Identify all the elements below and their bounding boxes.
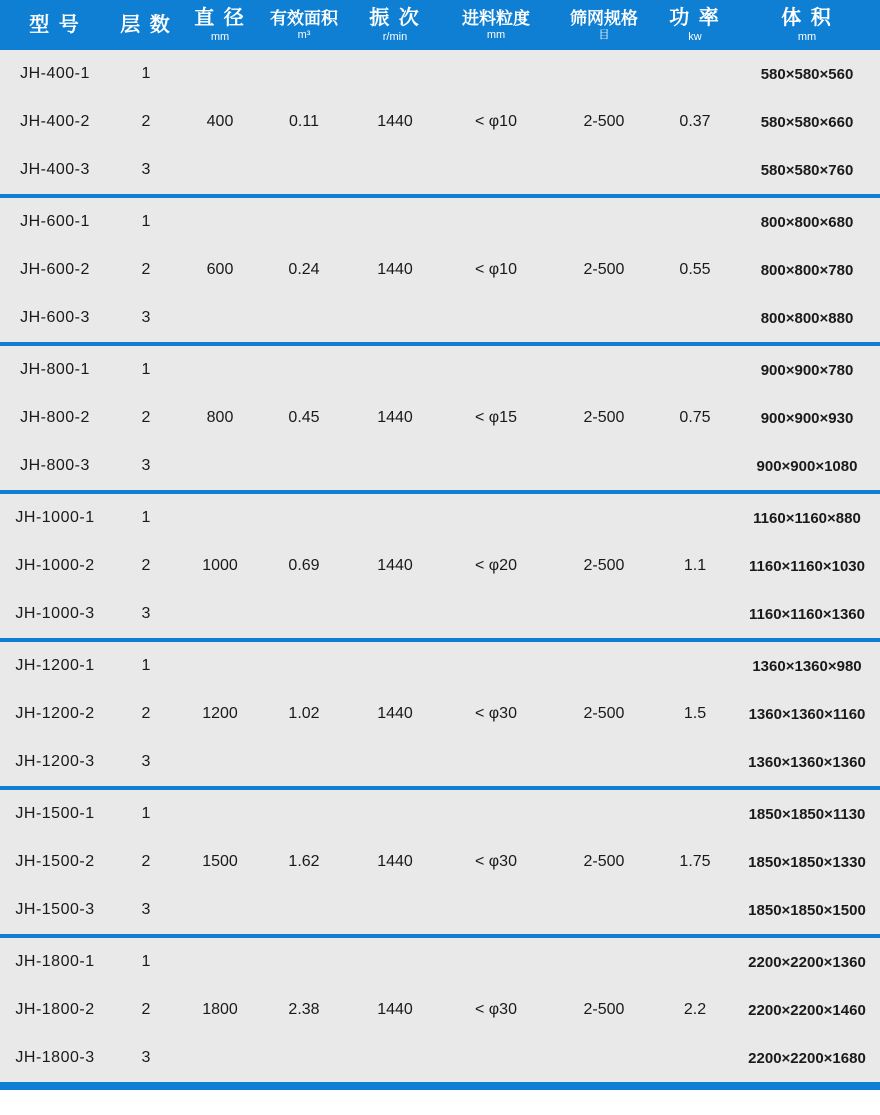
cell-model: JH-600-1	[0, 196, 110, 246]
table-body	[0, 50, 880, 1084]
cell-layers: 2	[110, 98, 182, 146]
cell-diameter: 1000	[182, 492, 258, 640]
column-header-title: 进料粒度	[462, 8, 530, 28]
cell-diameter: 800	[182, 344, 258, 492]
cell-diameter: 1500	[182, 788, 258, 936]
cell-model: JH-1500-3	[0, 886, 110, 936]
table-row	[0, 344, 880, 394]
column-header-title: 直 径	[194, 6, 246, 29]
cell-volume: 900×900×780	[734, 344, 880, 394]
column-header-title: 体 积	[781, 6, 833, 29]
column-header-title: 筛网规格	[570, 8, 638, 28]
table-header	[0, 0, 880, 50]
cell-volume: 2200×2200×1680	[734, 1034, 880, 1084]
cell-feed-size: < φ20	[440, 492, 552, 640]
cell-layers: 3	[110, 886, 182, 936]
column-header-unit: mm	[797, 30, 817, 43]
cell-frequency: 1440	[350, 936, 440, 1084]
column-header-title: 型 号	[29, 13, 81, 36]
cell-frequency: 1440	[350, 492, 440, 640]
table-row	[0, 196, 880, 246]
cell-model: JH-400-3	[0, 146, 110, 196]
cell-diameter: 1200	[182, 640, 258, 788]
cell-layers: 3	[110, 146, 182, 196]
column-header-4	[258, 0, 350, 50]
cell-model: JH-600-3	[0, 294, 110, 344]
cell-power: 1.75	[656, 788, 734, 936]
table-row	[0, 492, 880, 542]
cell-volume: 900×900×930	[734, 394, 880, 442]
header-row	[0, 0, 880, 50]
column-header-unit: m³	[297, 29, 311, 42]
cell-model: JH-400-1	[0, 50, 110, 98]
cell-model: JH-1500-1	[0, 788, 110, 838]
column-header-unit: kw	[688, 30, 702, 43]
cell-model: JH-800-2	[0, 394, 110, 442]
cell-frequency: 1440	[350, 788, 440, 936]
cell-layers: 1	[110, 640, 182, 690]
cell-layers: 2	[110, 986, 182, 1034]
cell-power: 2.2	[656, 936, 734, 1084]
cell-model: JH-1200-2	[0, 690, 110, 738]
cell-diameter: 1800	[182, 936, 258, 1084]
cell-layers: 1	[110, 936, 182, 986]
column-header-2	[110, 0, 182, 50]
cell-volume: 2200×2200×1460	[734, 986, 880, 1034]
cell-volume: 800×800×780	[734, 246, 880, 294]
column-header-unit: mm	[210, 30, 230, 43]
cell-layers: 2	[110, 542, 182, 590]
cell-power: 0.75	[656, 344, 734, 492]
cell-layers: 1	[110, 788, 182, 838]
cell-area: 0.24	[258, 196, 350, 344]
column-header-unit: 目	[598, 29, 610, 42]
table-row	[0, 50, 880, 98]
cell-layers: 3	[110, 442, 182, 492]
column-header-3	[182, 0, 258, 50]
cell-layers: 3	[110, 590, 182, 640]
cell-mesh: 2-500	[552, 788, 656, 936]
cell-feed-size: < φ30	[440, 640, 552, 788]
cell-model: JH-800-1	[0, 344, 110, 394]
cell-mesh: 2-500	[552, 196, 656, 344]
cell-volume: 800×800×880	[734, 294, 880, 344]
cell-area: 1.02	[258, 640, 350, 788]
table-bottom-rule	[0, 1086, 880, 1090]
cell-model: JH-800-3	[0, 442, 110, 492]
cell-volume: 580×580×760	[734, 146, 880, 196]
cell-model: JH-1800-2	[0, 986, 110, 1034]
cell-layers: 2	[110, 394, 182, 442]
cell-area: 1.62	[258, 788, 350, 936]
column-header-unit: mm	[486, 29, 506, 42]
cell-model: JH-1500-2	[0, 838, 110, 886]
cell-mesh: 2-500	[552, 936, 656, 1084]
cell-area: 0.69	[258, 492, 350, 640]
cell-mesh: 2-500	[552, 640, 656, 788]
column-header-7	[552, 0, 656, 50]
cell-power: 1.5	[656, 640, 734, 788]
column-header-9	[734, 0, 880, 50]
cell-diameter: 600	[182, 196, 258, 344]
cell-model: JH-1000-2	[0, 542, 110, 590]
cell-model: JH-1000-1	[0, 492, 110, 542]
cell-volume: 1360×1360×980	[734, 640, 880, 690]
cell-frequency: 1440	[350, 50, 440, 196]
cell-volume: 1160×1160×1030	[734, 542, 880, 590]
cell-layers: 2	[110, 246, 182, 294]
cell-model: JH-1000-3	[0, 590, 110, 640]
table-row	[0, 936, 880, 986]
table-row	[0, 788, 880, 838]
cell-layers: 1	[110, 196, 182, 246]
cell-area: 2.38	[258, 936, 350, 1084]
cell-power: 1.1	[656, 492, 734, 640]
cell-mesh: 2-500	[552, 50, 656, 196]
column-header-unit: r/min	[382, 30, 408, 43]
cell-volume: 580×580×560	[734, 50, 880, 98]
cell-power: 0.55	[656, 196, 734, 344]
cell-volume: 1160×1160×1360	[734, 590, 880, 640]
cell-layers: 3	[110, 294, 182, 344]
cell-volume: 580×580×660	[734, 98, 880, 146]
cell-area: 0.45	[258, 344, 350, 492]
column-header-5	[350, 0, 440, 50]
cell-feed-size: < φ30	[440, 788, 552, 936]
cell-model: JH-600-2	[0, 246, 110, 294]
cell-layers: 2	[110, 690, 182, 738]
column-header-title: 有效面积	[270, 8, 338, 28]
cell-diameter: 400	[182, 50, 258, 196]
cell-layers: 1	[110, 492, 182, 542]
cell-model: JH-1800-1	[0, 936, 110, 986]
column-header-title: 功 率	[669, 6, 721, 29]
cell-volume: 1360×1360×1360	[734, 738, 880, 788]
cell-volume: 1850×1850×1130	[734, 788, 880, 838]
cell-layers: 1	[110, 344, 182, 394]
column-header-6	[440, 0, 552, 50]
cell-model: JH-400-2	[0, 98, 110, 146]
column-header-title: 层 数	[120, 13, 172, 36]
cell-area: 0.11	[258, 50, 350, 196]
cell-power: 0.37	[656, 50, 734, 196]
cell-volume: 1850×1850×1330	[734, 838, 880, 886]
cell-frequency: 1440	[350, 196, 440, 344]
cell-feed-size: < φ10	[440, 50, 552, 196]
cell-volume: 800×800×680	[734, 196, 880, 246]
cell-frequency: 1440	[350, 640, 440, 788]
cell-volume: 2200×2200×1360	[734, 936, 880, 986]
cell-mesh: 2-500	[552, 492, 656, 640]
cell-feed-size: < φ10	[440, 196, 552, 344]
cell-layers: 3	[110, 738, 182, 788]
table-row	[0, 640, 880, 690]
cell-model: JH-1800-3	[0, 1034, 110, 1084]
cell-layers: 2	[110, 838, 182, 886]
cell-volume: 1360×1360×1160	[734, 690, 880, 738]
column-header-1	[0, 0, 110, 50]
cell-model: JH-1200-3	[0, 738, 110, 788]
cell-feed-size: < φ30	[440, 936, 552, 1084]
cell-volume: 1850×1850×1500	[734, 886, 880, 936]
cell-mesh: 2-500	[552, 344, 656, 492]
cell-layers: 3	[110, 1034, 182, 1084]
cell-layers: 1	[110, 50, 182, 98]
cell-volume: 1160×1160×880	[734, 492, 880, 542]
column-header-title: 振 次	[369, 6, 421, 29]
cell-model: JH-1200-1	[0, 640, 110, 690]
column-header-8	[656, 0, 734, 50]
cell-frequency: 1440	[350, 344, 440, 492]
cell-feed-size: < φ15	[440, 344, 552, 492]
cell-volume: 900×900×1080	[734, 442, 880, 492]
